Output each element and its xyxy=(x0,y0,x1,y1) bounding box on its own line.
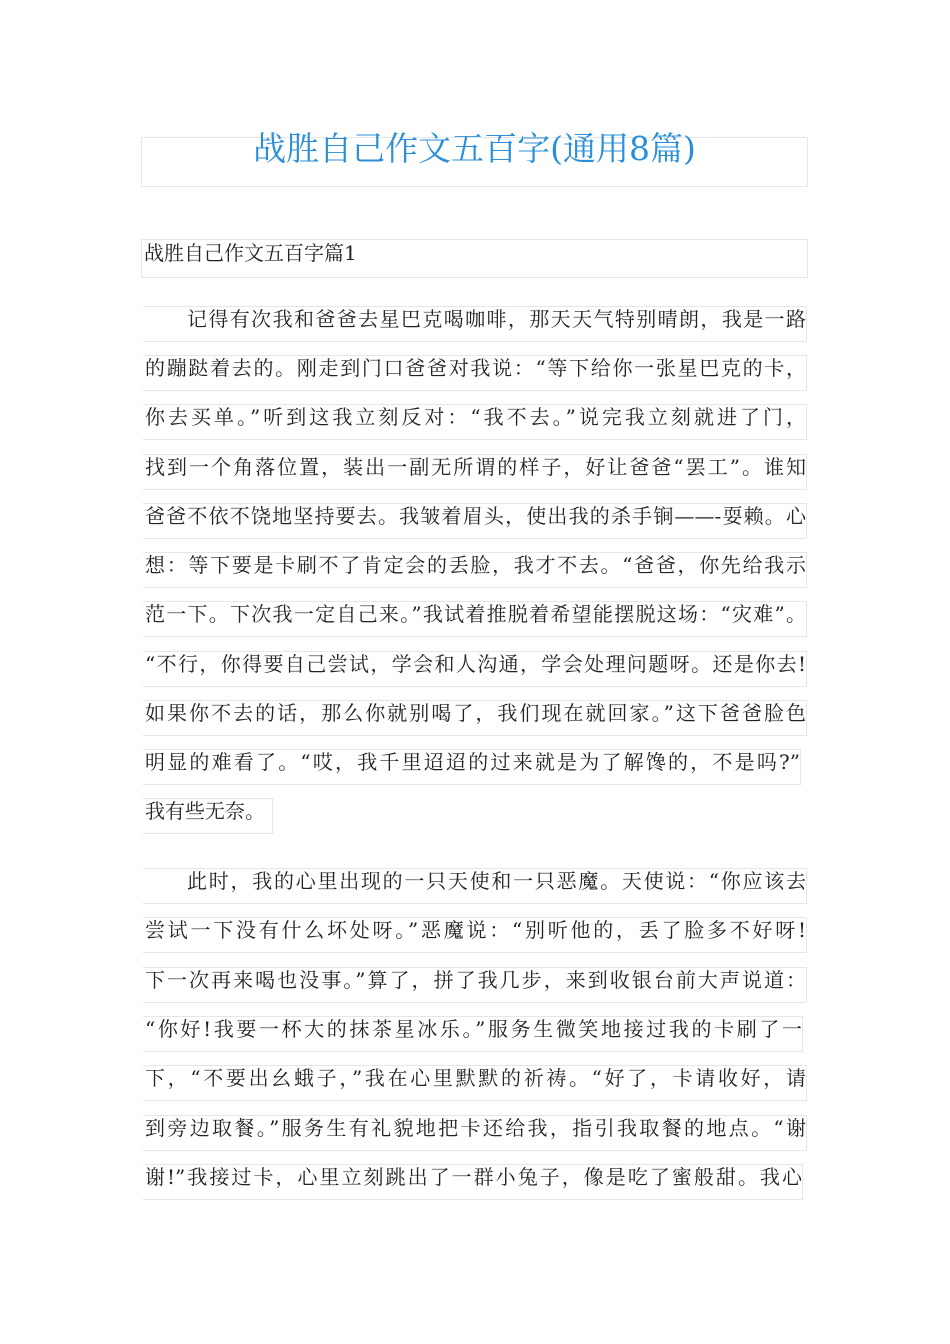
document-title: 战胜自己作文五百字(通用8篇) xyxy=(253,129,696,168)
paragraph-2-line-6: 到旁边取餐。”服务生有礼貌地把卡还给我，指引我取餐的地点。“谢 xyxy=(143,1115,807,1151)
paragraph-2-line-2: 尝试一下没有什么坏处呀。”恶魔说：“别听他的，丢了脸多不好呀! xyxy=(143,917,807,953)
paragraph-1-line-5: 爸爸不依不饶地坚持要去。我皱着眉头，使出我的杀手锏——-耍赖。心 xyxy=(143,503,807,539)
paragraph-2-line-3: 下一次再来喝也没事。”算了，拼了我几步，来到收银台前大声说道： xyxy=(143,967,807,1003)
paragraph-1-line-10: 明显的难看了。“哎，我千里迢迢的过来就是为了解馋的，不是吗?” xyxy=(143,749,801,785)
paragraph-1-line-7: 范一下。下次我一定自己来。”我试着推脱着希望能摆脱这场：“灾难”。 xyxy=(143,601,807,637)
paragraph-1-line-9: 如果你不去的话，那么你就别喝了，我们现在就回家。”这下爸爸脸色 xyxy=(143,700,807,736)
paragraph-2-line-1: 此时，我的心里出现的一只天使和一只恶魔。天使说：“你应该去 xyxy=(143,868,807,904)
paragraph-1-line-1: 记得有次我和爸爸去星巴克喝咖啡，那天天气特别晴朗，我是一路 xyxy=(143,306,807,342)
paragraph-1-line-11: 我有些无奈。 xyxy=(143,798,273,834)
paragraph-1-line-2: 的蹦跶着去的。刚走到门口爸爸对我说：“等下给你一张星巴克的卡， xyxy=(143,355,807,391)
paragraph-1-line-4: 找到一个角落位置，装出一副无所谓的样子，好让爸爸“罢工”。谁知 xyxy=(143,454,807,490)
paragraph-2-line-4: “你好!我要一杯大的抹茶星冰乐。”服务生微笑地接过我的卡刷了一 xyxy=(143,1016,803,1052)
paragraph-1-line-8: “不行，你得要自己尝试，学会和人沟通，学会处理问题呀。还是你去! xyxy=(143,651,807,687)
paragraph-1-line-6: 想：等下要是卡刷不了肯定会的丢脸，我才不去。“爸爸，你先给我示 xyxy=(143,552,807,588)
section-heading: 战胜自己作文五百字篇1 xyxy=(141,239,808,278)
paragraph-1-line-3: 你去买单。”听到这我立刻反对：“我不去。”说完我立刻就进了门， xyxy=(143,404,807,440)
paragraph-2-line-5: 下，“不要出幺蛾子，”我在心里默默的祈祷。“好了，卡请收好，请 xyxy=(143,1065,807,1101)
paragraph-2-line-7: 谢!”我接过卡，心里立刻跳出了一群小兔子，像是吃了蜜般甜。我心 xyxy=(143,1164,803,1200)
